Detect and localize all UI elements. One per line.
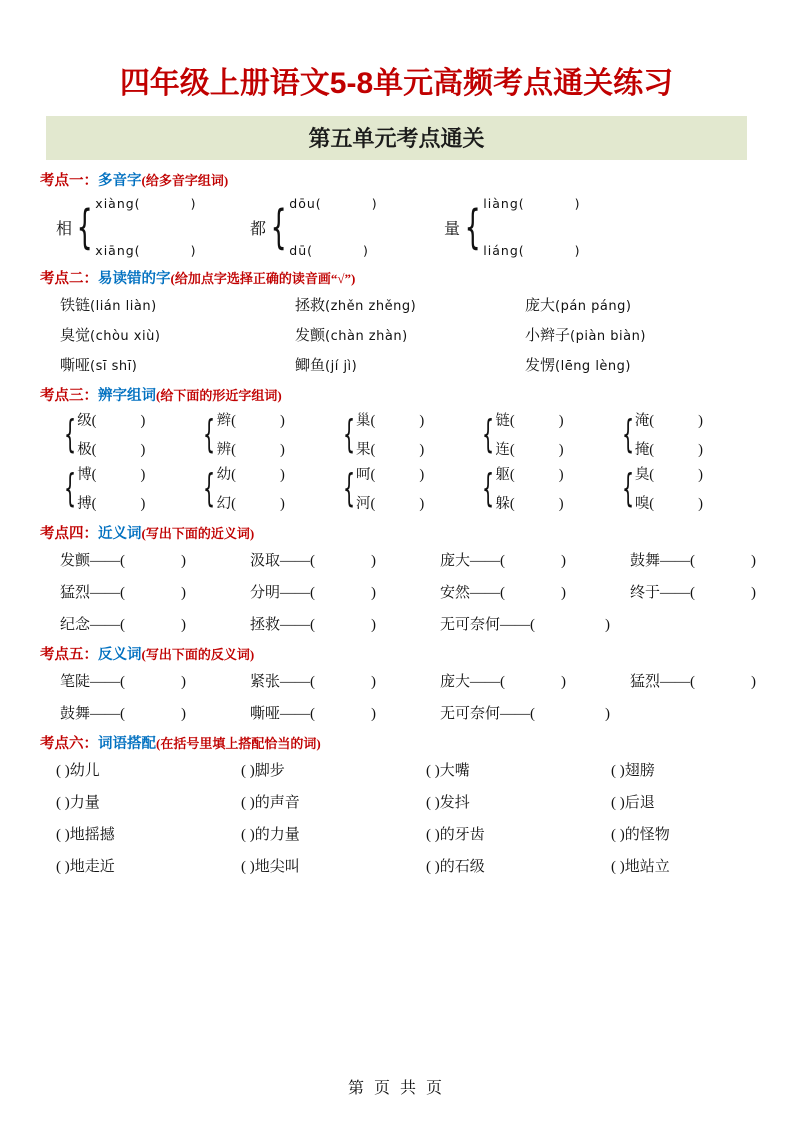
pinyin-blank[interactable]: liàng( ) bbox=[483, 196, 581, 211]
brace-icon: { bbox=[76, 200, 93, 254]
brace-icon: { bbox=[464, 200, 481, 254]
section-label-1: 考点一： bbox=[40, 173, 98, 189]
collocation-item[interactable]: ( )翅膀 bbox=[611, 763, 655, 779]
similar-char-blank[interactable]: 幼( ) bbox=[216, 467, 285, 483]
antonym-item[interactable]: 猛烈——( ) bbox=[630, 674, 756, 690]
collocation-item[interactable]: ( )脚步 bbox=[241, 763, 285, 779]
synonym-item[interactable]: 鼓舞——( ) bbox=[630, 553, 756, 569]
similar-char-blank[interactable]: 搏( ) bbox=[77, 496, 146, 512]
pinyin-blank[interactable]: xiàng( ) bbox=[95, 196, 197, 211]
section-heading-4 bbox=[40, 522, 755, 543]
pinyin-blank[interactable]: dū( ) bbox=[289, 243, 369, 258]
similar-char-lines bbox=[217, 463, 285, 513]
section-note-2: (给加点字选择正确的读音画“√”) bbox=[170, 271, 356, 286]
section-heading-1 bbox=[40, 169, 755, 190]
similar-char-blank[interactable]: 博( ) bbox=[77, 467, 146, 483]
similar-char-lines bbox=[495, 463, 563, 513]
polyphonic-row bbox=[38, 196, 755, 258]
collocation-item[interactable]: ( )的石级 bbox=[426, 859, 485, 875]
similar-char-lines bbox=[356, 409, 424, 459]
antonym-grid bbox=[38, 670, 755, 723]
collocation-item[interactable]: ( )力量 bbox=[56, 795, 100, 811]
collocation-item[interactable]: ( )地走近 bbox=[56, 859, 115, 875]
similar-char-lines bbox=[635, 409, 703, 459]
collocation-item[interactable]: ( )的怪物 bbox=[611, 827, 670, 843]
similar-char-row bbox=[38, 409, 755, 459]
similar-char-row bbox=[38, 463, 755, 513]
reading-choice-item[interactable]: 嘶哑(sī shī) bbox=[60, 358, 138, 374]
similar-char-lines bbox=[217, 409, 285, 459]
similar-char-blank[interactable]: 辨( ) bbox=[216, 442, 285, 458]
polyphonic-char: 都 bbox=[250, 220, 267, 238]
similar-char-group bbox=[58, 463, 197, 513]
synonym-item[interactable]: 无可奈何——( ) bbox=[440, 617, 610, 633]
reading-choice-item[interactable]: 铁链(lián liàn) bbox=[60, 298, 157, 314]
reading-choice-item[interactable]: 臭觉(chòu xiù) bbox=[60, 328, 161, 344]
synonym-item[interactable]: 分明——( ) bbox=[250, 585, 376, 601]
section-name-4: 近义词 bbox=[98, 526, 142, 542]
reading-choice-item[interactable]: 小辫子(piàn biàn) bbox=[525, 328, 646, 344]
similar-char-group bbox=[476, 463, 615, 513]
collocation-item[interactable]: ( )地摇撼 bbox=[56, 827, 115, 843]
section-label-5: 考点五： bbox=[40, 647, 98, 663]
polyphonic-char: 量 bbox=[444, 220, 461, 238]
section-name-2: 易读错的字 bbox=[98, 271, 171, 287]
similar-char-group bbox=[476, 409, 615, 459]
collocation-item[interactable]: ( )地站立 bbox=[611, 859, 670, 875]
similar-char-blank[interactable]: 嗅( ) bbox=[634, 496, 703, 512]
pinyin-blank[interactable]: xiāng( ) bbox=[95, 243, 197, 258]
polyphonic-lines bbox=[95, 196, 196, 258]
section-note-6: (在括号里填上搭配恰当的词) bbox=[156, 736, 321, 751]
pinyin-blank[interactable]: dōu( ) bbox=[289, 196, 378, 211]
reading-choice-item[interactable]: 发愣(lēng lèng) bbox=[525, 358, 631, 374]
antonym-item[interactable]: 鼓舞——( ) bbox=[60, 706, 186, 722]
similar-char-blank[interactable]: 躲( ) bbox=[495, 496, 564, 512]
synonym-item[interactable]: 猛烈——( ) bbox=[60, 585, 186, 601]
section-name-1: 多音字 bbox=[98, 173, 142, 189]
polyphonic-group bbox=[56, 196, 220, 258]
similar-char-lines bbox=[635, 463, 703, 513]
collocation-item[interactable]: ( )的力量 bbox=[241, 827, 300, 843]
antonym-item[interactable]: 无可奈何——( ) bbox=[440, 706, 610, 722]
collocation-item[interactable]: ( )发抖 bbox=[426, 795, 470, 811]
antonym-item[interactable]: 笔陡——( ) bbox=[60, 674, 186, 690]
similar-char-lines bbox=[356, 463, 424, 513]
similar-char-blank[interactable]: 辫( ) bbox=[216, 413, 285, 429]
brace-icon: { bbox=[203, 466, 216, 510]
brace-icon: { bbox=[64, 412, 77, 456]
synonym-grid bbox=[38, 549, 755, 634]
similar-char-blank[interactable]: 淹( ) bbox=[634, 413, 703, 429]
section-heading-6 bbox=[40, 732, 755, 753]
antonym-item[interactable]: 嘶哑——( ) bbox=[250, 706, 376, 722]
polyphonic-lines bbox=[483, 196, 580, 258]
section-note-3: (给下面的形近字组词) bbox=[156, 388, 282, 403]
similar-char-blank[interactable]: 果( ) bbox=[356, 442, 425, 458]
brace-icon: { bbox=[342, 466, 355, 510]
page-footer: 第 页 共 页 bbox=[347, 1080, 445, 1097]
similar-char-group bbox=[337, 463, 476, 513]
section-heading-2 bbox=[40, 267, 755, 288]
collocation-item[interactable]: ( )的声音 bbox=[241, 795, 300, 811]
synonym-item[interactable]: 拯救——( ) bbox=[250, 617, 376, 633]
polyphonic-group bbox=[250, 196, 414, 258]
section-name-3: 辨字组词 bbox=[98, 388, 156, 404]
similar-char-blank[interactable]: 巢( ) bbox=[356, 413, 425, 429]
section-label-2: 考点二： bbox=[40, 271, 98, 287]
synonym-item[interactable]: 庞大——( ) bbox=[440, 553, 566, 569]
section-note-4: (写出下面的近义词) bbox=[141, 526, 255, 541]
similar-char-blank[interactable]: 臭( ) bbox=[634, 467, 703, 483]
reading-choice-item[interactable]: 发颤(chàn zhàn) bbox=[295, 328, 408, 344]
synonym-item[interactable]: 安然——( ) bbox=[440, 585, 566, 601]
similar-char-blank[interactable]: 河( ) bbox=[356, 496, 425, 512]
brace-icon: { bbox=[203, 412, 216, 456]
similar-char-blank[interactable]: 连( ) bbox=[495, 442, 564, 458]
synonym-item[interactable]: 纪念——( ) bbox=[60, 617, 186, 633]
similar-char-group bbox=[58, 409, 197, 459]
similar-char-blank[interactable]: 掩( ) bbox=[634, 442, 703, 458]
similar-char-blank[interactable]: 幻( ) bbox=[216, 496, 285, 512]
section-heading-5 bbox=[40, 643, 755, 664]
synonym-item[interactable]: 汲取——( ) bbox=[250, 553, 376, 569]
section-label-6: 考点六： bbox=[40, 736, 98, 752]
section-name-6: 词语搭配 bbox=[98, 736, 156, 752]
section-note-1: (给多音字组词) bbox=[141, 173, 229, 188]
polyphonic-group bbox=[444, 196, 608, 258]
section-name-5: 反义词 bbox=[98, 647, 142, 663]
collocation-item[interactable]: ( )幼儿 bbox=[56, 763, 100, 779]
collocation-item[interactable]: ( )的牙齿 bbox=[426, 827, 485, 843]
similar-char-lines bbox=[77, 463, 145, 513]
similar-char-lines bbox=[77, 409, 145, 459]
similar-char-group bbox=[337, 409, 476, 459]
similar-char-blank[interactable]: 极( ) bbox=[77, 442, 146, 458]
similar-char-group bbox=[616, 463, 755, 513]
antonym-item[interactable]: 庞大——( ) bbox=[440, 674, 566, 690]
brace-icon: { bbox=[621, 412, 634, 456]
brace-icon: { bbox=[621, 466, 634, 510]
brace-icon: { bbox=[64, 466, 77, 510]
reading-choice-item[interactable]: 鲫鱼(jí jì) bbox=[295, 358, 358, 374]
section-label-3: 考点三： bbox=[40, 388, 98, 404]
similar-char-blank[interactable]: 级( ) bbox=[77, 413, 146, 429]
similar-char-group bbox=[197, 463, 336, 513]
section-note-5: (写出下面的反义词) bbox=[141, 647, 255, 662]
antonym-item[interactable]: 紧张——( ) bbox=[250, 674, 376, 690]
brace-icon: { bbox=[270, 200, 287, 254]
section-label-4: 考点四： bbox=[40, 526, 98, 542]
collocation-grid bbox=[38, 759, 755, 876]
similar-char-blank[interactable]: 躯( ) bbox=[495, 467, 564, 483]
similar-char-group bbox=[616, 409, 755, 459]
similar-char-lines bbox=[495, 409, 563, 459]
pinyin-blank[interactable]: liáng( ) bbox=[483, 243, 581, 258]
section-heading-3 bbox=[40, 384, 755, 405]
brace-icon: { bbox=[482, 466, 495, 510]
collocation-item[interactable]: ( )地尖叫 bbox=[241, 859, 300, 875]
synonym-item[interactable]: 发颤——( ) bbox=[60, 553, 186, 569]
similar-char-blank[interactable]: 呵( ) bbox=[356, 467, 425, 483]
reading-choice-item[interactable]: 拯救(zhěn zhěng) bbox=[295, 298, 417, 314]
similar-char-blank[interactable]: 链( ) bbox=[495, 413, 564, 429]
collocation-item[interactable]: ( )大嘴 bbox=[426, 763, 470, 779]
similar-char-group bbox=[197, 409, 336, 459]
reading-choice-grid bbox=[38, 294, 755, 375]
reading-choice-item[interactable]: 庞大(pán páng) bbox=[525, 298, 632, 314]
page-title: 四年级上册语文5-8单元高频考点通关练习 bbox=[119, 67, 674, 100]
brace-icon: { bbox=[482, 412, 495, 456]
synonym-item[interactable]: 终于——( ) bbox=[630, 585, 756, 601]
polyphonic-char: 相 bbox=[56, 220, 73, 238]
polyphonic-lines bbox=[289, 196, 377, 258]
collocation-item[interactable]: ( )后退 bbox=[611, 795, 655, 811]
unit-banner: 第五单元考点通关 bbox=[46, 116, 747, 160]
brace-icon: { bbox=[342, 412, 355, 456]
